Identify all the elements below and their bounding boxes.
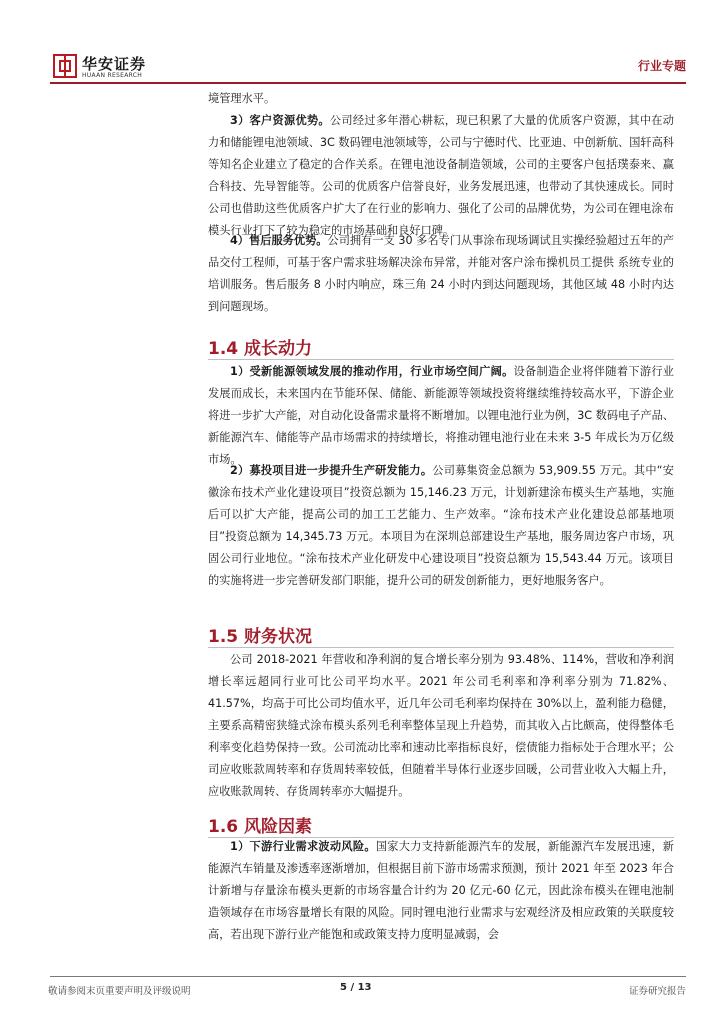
section-title-growth: 1.4 成长动力 bbox=[208, 339, 313, 359]
paragraph-heading: 2）募投项目进一步提升生产研发能力。 bbox=[230, 464, 433, 477]
footer-disclaimer-note: 敬请参阅末页重要声明及评级说明 bbox=[48, 986, 191, 997]
paragraph-body: 设备制造企业将伴随着下游行业发展而成长，未来国内在节能环保、储能、新能源等领域投资将继续维持较高水平，下游企业将进一步扩大产能，对自动化设备需求量将不断增加。以锂电池行业为例，3C 数码电子产品、新能源汽车、储能等产品市场需求的持续增长，将推动锂电池行业在未来 3-5 年成长为万亿级市场。 bbox=[208, 365, 674, 466]
section-divider bbox=[208, 647, 674, 648]
paragraph-heading: 1）受新能源领域发展的推动作用，行业市场空间广阔。 bbox=[230, 365, 514, 378]
logo-text-en: HUAAN RESEARCH bbox=[82, 72, 143, 79]
paragraph-financial-status: 公司 2018-2021 年营收和净利润的复合增长率分别为 93.48%、114%，营收和净利润增长率远超同行业可比公司平均水平。2021 年公司毛利率和净利率分别为 71.82%、41.57%，均高于可比公司均值水平，近几年公司毛利率均保持在 30%以上，盈利能力稳健，主要系高精密狭缝式涂布模头系列毛利率整体呈现上升趋势，而其收入占比颇高，使得整体毛利率变化趋势保持一致。公司流动比率和速动比率指标良好，偿债能力指标处于合理水平；公司应收账款周转率和存货周转率较低，但随着半导体行业逐步回暖，公司营业收入大幅上升，应收账款周转、存货周转率亦大幅提升。 bbox=[208, 653, 674, 798]
report-category-tag: 行业专题 bbox=[637, 59, 686, 73]
section-title-financial: 1.5 财务状况 bbox=[208, 627, 313, 647]
header-divider bbox=[50, 82, 686, 84]
paragraph-heading: 1）下游行业需求波动风险。 bbox=[230, 840, 376, 853]
section-title-risk: 1.6 风险因素 bbox=[208, 817, 313, 837]
paragraph-body: 公司经过多年潜心耕耘，现已积累了大量的优质客户资源，其中在动力和储能锂电池领域、3C 数码锂电池领域等，公司与宁德时代、比亚迪、中创新航、国轩高科等知名企业建立了稳定的合作关系。在锂电池设备制造领域，公司的主要客户包括璞泰来、赢合科技、先导智能等。公司的优质客户信誉良好，业务发展迅速，也带动了其快速成长。同时公司也借助这些优质客户扩大了在行业的影响力、强化了公司的品牌优势，为公司在锂电涂布模头行业打下了较为稳定的市场基础和良好口碑。 bbox=[208, 114, 674, 237]
paragraph-body: 公司募集资金总额为 53,909.55 万元。其中“安徽涂布技术产业化建设项目”投资总额为 15,146.23 万元，计划新建涂布模头生产基地，实施后可以扩大产能，提高公司的加工工艺能力、生产效率。“涂布技术产业化建设总部基地项目”投资总额为 14,345.73 万元。本项目为在深圳总部建设生产基地，服务周边客户市场，巩固公司行业地位。“涂布技术产业化研发中心建设项目”投资总额为 15,543.44 万元。该项目的实施将进一步完善研发部门职能，提升公司的研发创新能力，更好地服务客户。 bbox=[208, 464, 674, 587]
footer-report-type: 证券研究报告 bbox=[628, 986, 686, 997]
footer-divider bbox=[50, 976, 686, 977]
page-header bbox=[0, 0, 724, 92]
section-divider bbox=[208, 359, 674, 360]
paragraph-heading: 4）售后服务优势。 bbox=[230, 234, 328, 247]
paragraph-after-sales-advantage bbox=[208, 230, 674, 318]
paragraph-continued: 境管理水平。 bbox=[208, 92, 276, 105]
page-number: 5 / 13 bbox=[340, 982, 372, 993]
paragraph-body: 公司拥有一支 30 多名专门从事涂布现场调试且实操经验超过五年的产品交付工程师，可基于客户需求驻场解决涂布异常，并能对客户涂布操机员工提供 系统专业的培训服务。售后服务 8 小时内响应，珠三角 24 小时内到达问题现场，其他区域 48 小时内达到问题现场。 bbox=[208, 234, 674, 313]
huaan-logo-icon bbox=[53, 54, 77, 78]
paragraph-risk-1 bbox=[208, 836, 674, 946]
paragraph-customer-advantage bbox=[208, 110, 674, 242]
logo-text-cn: 华安证券 bbox=[82, 55, 147, 73]
paragraph-growth-driver-1 bbox=[208, 361, 674, 471]
paragraph-body: 国家大力支持新能源汽车的发展，新能源汽车发展迅速，新能源汽车销量及渗透率逐渐增加，但根据目前下游市场需求预测，预计 2021 年至 2023 年合计新增与存量涂布模头更新的市场容量合计约为 20 亿元-60 亿元，因此涂布模头在锂电池制造领域存在市场容量增长有限的风险。同时锂电池行业需求与宏观经济及相应政策的关联度较高，若出现下游行业产能饱和或政策支持力度明显减弱，会 bbox=[208, 840, 674, 941]
paragraph-growth-driver-2 bbox=[208, 460, 674, 592]
paragraph-heading: 3）客户资源优势。 bbox=[230, 114, 330, 127]
